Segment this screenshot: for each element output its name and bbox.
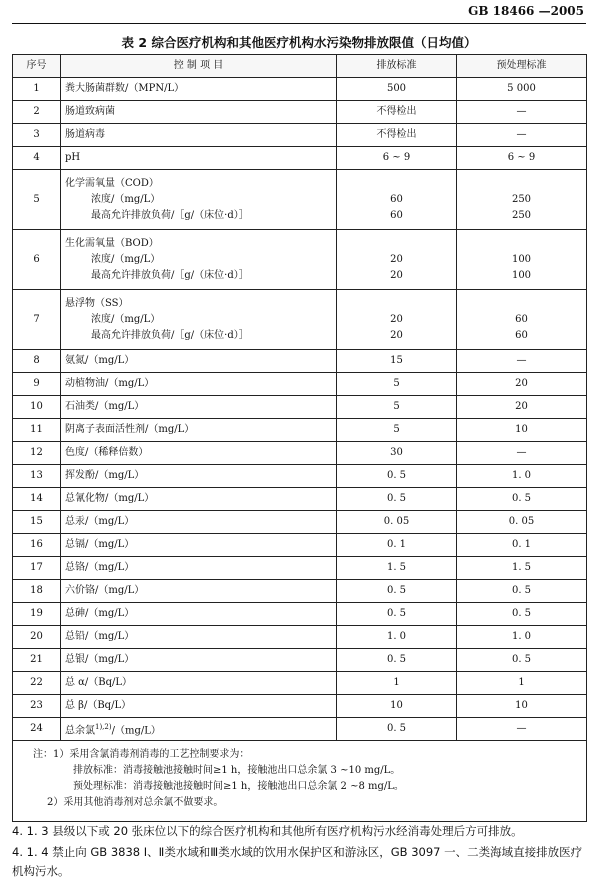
control-item: 总铬/（mg/L） (61, 557, 337, 580)
row-number: 7 (13, 290, 61, 350)
control-item: 总砷/（mg/L） (61, 603, 337, 626)
pretreatment-value: 0. 5 (457, 649, 587, 672)
standard-concentration: 60 (390, 193, 403, 205)
standard-value: 0. 5 (337, 649, 457, 672)
row-number: 5 (13, 170, 61, 230)
standard-load: 20 (390, 269, 403, 281)
row-number: 20 (13, 626, 61, 649)
row-number: 1 (13, 78, 61, 101)
row-number: 14 (13, 488, 61, 511)
row-number: 3 (13, 124, 61, 147)
pretreatment-concentration: 100 (511, 253, 532, 265)
table-row (13, 124, 587, 147)
header-pretreatment: 预处理标准 (457, 55, 587, 78)
pretreatment-value: — (457, 442, 587, 465)
note-1: 注：1）采用含氯消毒剂消毒的工艺控制要求为： (33, 749, 250, 760)
standard-value: 1 (337, 672, 457, 695)
item-sub-load: 最高允许排放负荷/［g/（床位·d）］ (91, 329, 249, 341)
item-title: 悬浮物（SS） (65, 297, 129, 309)
standard-value: 5 (337, 419, 457, 442)
pretreatment-value (457, 230, 587, 290)
header-no: 序号 (13, 55, 61, 78)
control-item: 挥发酚/（mg/L） (61, 465, 337, 488)
notes-row (13, 741, 587, 822)
standard-concentration: 20 (390, 253, 403, 265)
blank-line (341, 176, 452, 192)
paragraph-4-1-3: 4. 1. 3 县级以下或 20 张床位以下的综合医疗机构和其他所有医疗机构污水经消毒处理后方可排放。 (12, 824, 523, 838)
pretreatment-load: 250 (511, 209, 532, 221)
pretreatment-concentration: 250 (511, 193, 532, 205)
standard-value: 不得检出 (337, 124, 457, 147)
table-row (13, 534, 587, 557)
pretreatment-value: 0. 5 (457, 580, 587, 603)
control-item: 石油类/（mg/L） (61, 396, 337, 419)
table-row (13, 695, 587, 718)
table-notes (13, 741, 587, 822)
header-rule (12, 23, 586, 24)
standard-value: 0. 1 (337, 534, 457, 557)
control-item: 总氰化物/（mg/L） (61, 488, 337, 511)
standard-value: 5 (337, 373, 457, 396)
standard-load: 20 (390, 329, 403, 341)
pretreatment-value: 1. 0 (457, 626, 587, 649)
item-unit: /（mg/L） (111, 725, 161, 737)
header-item: 控 制 项 目 (61, 55, 337, 78)
item-sub-load: 最高允许排放负荷/［g/（床位·d）］ (91, 269, 249, 281)
item-title: 生化需氧量（BOD） (65, 237, 159, 249)
pretreatment-value (457, 290, 587, 350)
paragraph-4-1-4: 4. 1. 4 禁止向 GB 3838 Ⅰ、Ⅱ类水域和Ⅲ类水域的饮用水保护区和游泳区，GB 3097 一、二类海域直接排放医疗机构污水。 (12, 845, 583, 878)
standard-value: 0. 05 (337, 511, 457, 534)
item-sub-concentration: 浓度/（mg/L） (91, 313, 161, 325)
control-item: 总汞/（mg/L） (61, 511, 337, 534)
standard-value: 6 ~ 9 (337, 147, 457, 170)
pretreatment-value: 0. 1 (457, 534, 587, 557)
row-number: 2 (13, 101, 61, 124)
row-number: 11 (13, 419, 61, 442)
item-name: 总余氯 (65, 725, 95, 737)
control-item: 阴离子表面活性剂/（mg/L） (61, 419, 337, 442)
table-header-row (13, 55, 587, 78)
row-number: 15 (13, 511, 61, 534)
control-item (61, 290, 337, 350)
row-number: 6 (13, 230, 61, 290)
standard-load: 60 (390, 209, 403, 221)
pretreatment-value: 1 (457, 672, 587, 695)
row-number: 8 (13, 350, 61, 373)
pretreatment-value: 10 (457, 419, 587, 442)
pretreatment-value (457, 170, 587, 230)
row-number: 16 (13, 534, 61, 557)
row-number: 4 (13, 147, 61, 170)
table-row (13, 147, 587, 170)
control-item: 六价铬/（mg/L） (61, 580, 337, 603)
control-item: 总银/（mg/L） (61, 649, 337, 672)
table-row (13, 718, 587, 741)
pretreatment-value: 20 (457, 396, 587, 419)
footnote-ref: 1),2) (95, 722, 112, 731)
control-item: 粪大肠菌群数/（MPN/L） (61, 78, 337, 101)
blank-line (461, 176, 582, 192)
control-item: 动植物油/（mg/L） (61, 373, 337, 396)
control-item: 总 β/（Bq/L） (61, 695, 337, 718)
standard-number: GB 18466 —2005 (468, 4, 584, 18)
table-row (13, 626, 587, 649)
table-row (13, 465, 587, 488)
pretreatment-value: 0. 05 (457, 511, 587, 534)
table-row (13, 649, 587, 672)
header-standard: 排放标准 (337, 55, 457, 78)
pretreatment-value: 5 000 (457, 78, 587, 101)
standard-value: 1. 0 (337, 626, 457, 649)
row-number: 22 (13, 672, 61, 695)
control-item: 总镉/（mg/L） (61, 534, 337, 557)
standard-value: 500 (337, 78, 457, 101)
standard-value: 不得检出 (337, 101, 457, 124)
pretreatment-value: — (457, 350, 587, 373)
table-row (13, 230, 587, 290)
standard-value: 1. 5 (337, 557, 457, 580)
table-row (13, 488, 587, 511)
table-row (13, 580, 587, 603)
blank-line (461, 236, 582, 252)
blank-line (461, 296, 582, 312)
item-sub-load: 最高允许排放负荷/［g/（床位·d）］ (91, 209, 249, 221)
note-1b: 预处理标准：消毒接触池接触时间≥1 h，接触池出口总余氯 2 ~8 mg/L。 (73, 781, 404, 792)
pretreatment-value: — (457, 101, 587, 124)
row-number: 24 (13, 718, 61, 741)
control-item: 总铅/（mg/L） (61, 626, 337, 649)
standard-value: 0. 5 (337, 465, 457, 488)
table-row (13, 603, 587, 626)
control-item: pH (61, 147, 337, 170)
standard-value: 10 (337, 695, 457, 718)
blank-line (341, 296, 452, 312)
item-sub-concentration: 浓度/（mg/L） (91, 193, 161, 205)
pretreatment-value: 6 ~ 9 (457, 147, 587, 170)
control-item: 总 α/（Bq/L） (61, 672, 337, 695)
standard-value: 0. 5 (337, 718, 457, 741)
standard-value: 30 (337, 442, 457, 465)
standard-concentration: 20 (390, 313, 403, 325)
table-row (13, 672, 587, 695)
table-row (13, 557, 587, 580)
standard-value: 0. 5 (337, 580, 457, 603)
row-number: 18 (13, 580, 61, 603)
table-row (13, 170, 587, 230)
table-caption: 表 2 综合医疗机构和其他医疗机构水污染物排放限值（日均值） (121, 35, 477, 50)
table-row (13, 101, 587, 124)
pretreatment-value: 0. 5 (457, 603, 587, 626)
standard-value (337, 170, 457, 230)
row-number: 13 (13, 465, 61, 488)
pretreatment-value: 0. 5 (457, 488, 587, 511)
table-row (13, 442, 587, 465)
standard-value: 15 (337, 350, 457, 373)
control-item (61, 170, 337, 230)
control-item: 肠道病毒 (61, 124, 337, 147)
row-number: 21 (13, 649, 61, 672)
standard-value: 5 (337, 396, 457, 419)
row-number: 9 (13, 373, 61, 396)
pretreatment-value: 1. 5 (457, 557, 587, 580)
pretreatment-value: 20 (457, 373, 587, 396)
standard-value (337, 290, 457, 350)
table-row (13, 78, 587, 101)
control-item: 色度/（稀释倍数） (61, 442, 337, 465)
pretreatment-load: 100 (511, 269, 532, 281)
standard-value: 0. 5 (337, 603, 457, 626)
row-number: 10 (13, 396, 61, 419)
control-item: 肠道致病菌 (61, 101, 337, 124)
table-body (13, 78, 587, 741)
table-row (13, 373, 587, 396)
pretreatment-value: — (457, 718, 587, 741)
row-number: 23 (13, 695, 61, 718)
note-1a: 排放标准：消毒接触池接触时间≥1 h，接触池出口总余氯 3 ~10 mg/L。 (73, 765, 401, 776)
row-number: 19 (13, 603, 61, 626)
control-item (61, 230, 337, 290)
standard-value (337, 230, 457, 290)
pretreatment-value: 10 (457, 695, 587, 718)
standard-value: 0. 5 (337, 488, 457, 511)
blank-line (341, 236, 452, 252)
pretreatment-concentration: 60 (515, 313, 528, 325)
pretreatment-value: 1. 0 (457, 465, 587, 488)
emission-limits-table (12, 54, 587, 822)
table-row (13, 290, 587, 350)
row-number: 12 (13, 442, 61, 465)
row-number: 17 (13, 557, 61, 580)
pretreatment-load: 60 (515, 329, 528, 341)
item-sub-concentration: 浓度/（mg/L） (91, 253, 161, 265)
item-title: 化学需氧量（COD） (65, 177, 159, 189)
table-row (13, 419, 587, 442)
control-item: 氨氮/（mg/L） (61, 350, 337, 373)
table-row (13, 350, 587, 373)
control-item (61, 718, 337, 741)
table-row (13, 511, 587, 534)
note-2: 2）采用其他消毒剂对总余氯不做要求。 (47, 797, 224, 808)
pretreatment-value: — (457, 124, 587, 147)
table-row (13, 396, 587, 419)
